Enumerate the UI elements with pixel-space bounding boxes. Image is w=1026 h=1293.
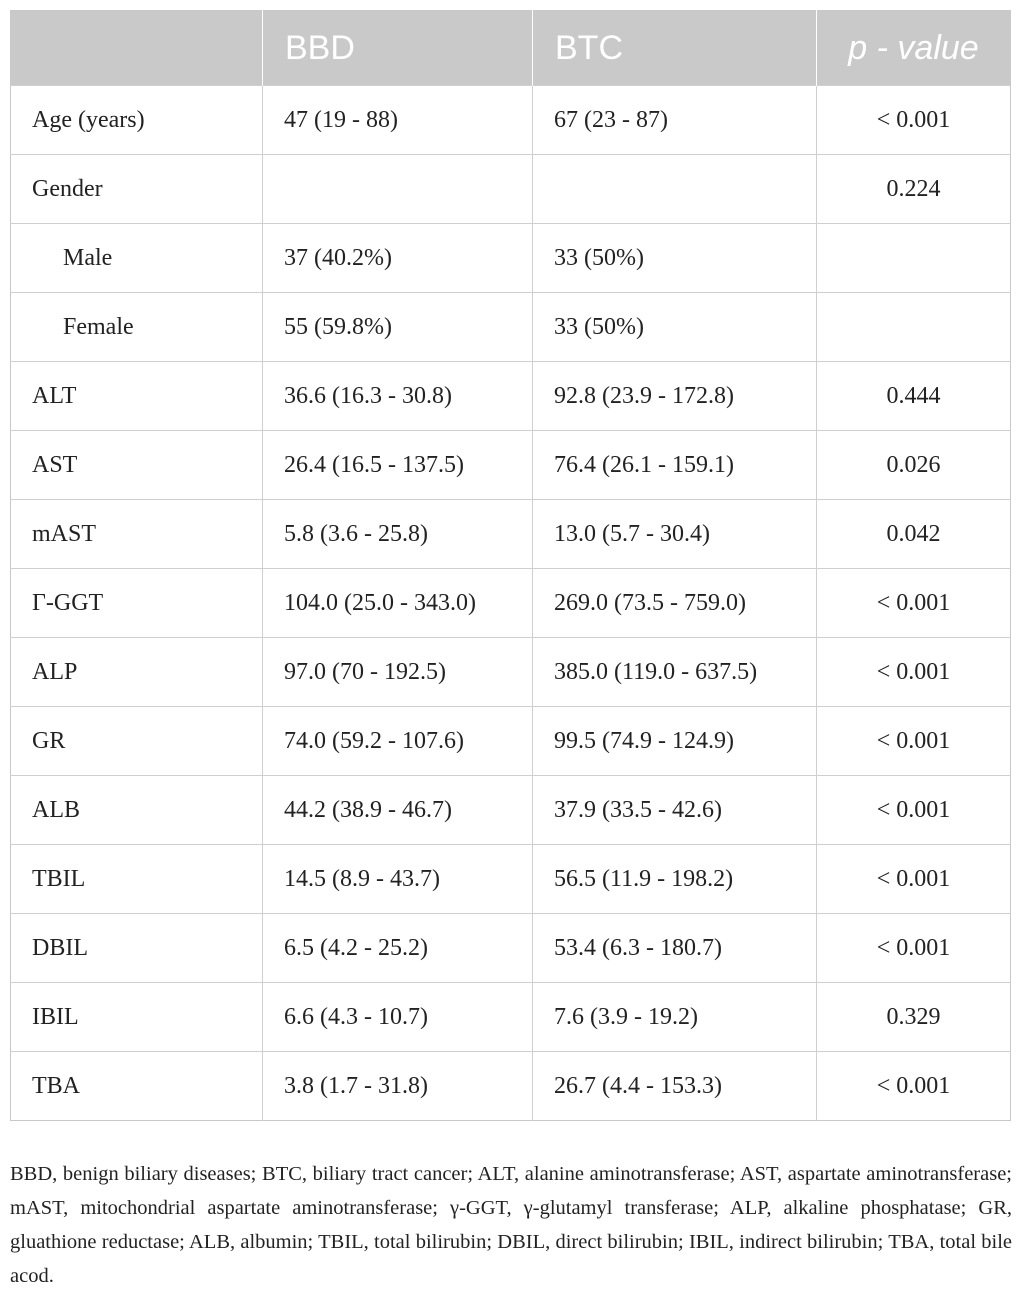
cell-p-value: 0.444 <box>817 362 1011 431</box>
cell-bbd: 36.6 (16.3 - 30.8) <box>263 362 533 431</box>
cell-btc: 33 (50%) <box>533 224 817 293</box>
row-label: GR <box>11 707 263 776</box>
row-label: TBIL <box>11 845 263 914</box>
cell-p-value: 0.329 <box>817 983 1011 1052</box>
table-row <box>11 569 1011 638</box>
row-label: Male <box>11 224 263 293</box>
header-p-value: p - value <box>817 11 1011 86</box>
cell-btc: 53.4 (6.3 - 180.7) <box>533 914 817 983</box>
cell-p-value: < 0.001 <box>817 914 1011 983</box>
row-label: TBA <box>11 1052 263 1121</box>
cell-btc: 99.5 (74.9 - 124.9) <box>533 707 817 776</box>
row-label: mAST <box>11 500 263 569</box>
row-label: DBIL <box>11 914 263 983</box>
table-row <box>11 914 1011 983</box>
cell-btc: 56.5 (11.9 - 198.2) <box>533 845 817 914</box>
cell-p-value: < 0.001 <box>817 707 1011 776</box>
cell-btc: 26.7 (4.4 - 153.3) <box>533 1052 817 1121</box>
table-row <box>11 638 1011 707</box>
row-label: ALB <box>11 776 263 845</box>
cell-bbd: 44.2 (38.9 - 46.7) <box>263 776 533 845</box>
row-label: Γ-GGT <box>11 569 263 638</box>
table-row <box>11 362 1011 431</box>
row-label: IBIL <box>11 983 263 1052</box>
row-label: Gender <box>11 155 263 224</box>
cell-bbd: 55 (59.8%) <box>263 293 533 362</box>
cell-p-value: < 0.001 <box>817 86 1011 155</box>
cell-p-value: < 0.001 <box>817 776 1011 845</box>
table-row <box>11 155 1011 224</box>
cell-btc: 7.6 (3.9 - 19.2) <box>533 983 817 1052</box>
header-bbd: BBD <box>263 11 533 86</box>
table-row <box>11 707 1011 776</box>
row-label: ALP <box>11 638 263 707</box>
cell-p-value: 0.042 <box>817 500 1011 569</box>
row-label: Female <box>11 293 263 362</box>
table-row <box>11 224 1011 293</box>
cell-bbd: 3.8 (1.7 - 31.8) <box>263 1052 533 1121</box>
table-row <box>11 86 1011 155</box>
row-label: Age (years) <box>11 86 263 155</box>
header-btc: BTC <box>533 11 817 86</box>
cell-p-value: < 0.001 <box>817 1052 1011 1121</box>
row-label: AST <box>11 431 263 500</box>
cell-bbd: 97.0 (70 - 192.5) <box>263 638 533 707</box>
cell-p-value: 0.224 <box>817 155 1011 224</box>
cell-bbd: 74.0 (59.2 - 107.6) <box>263 707 533 776</box>
cell-bbd: 6.6 (4.3 - 10.7) <box>263 983 533 1052</box>
table-row <box>11 983 1011 1052</box>
table-row <box>11 500 1011 569</box>
table-header-row <box>11 11 1011 86</box>
cell-btc: 13.0 (5.7 - 30.4) <box>533 500 817 569</box>
table-body <box>11 86 1011 1121</box>
table-row <box>11 776 1011 845</box>
row-label: ALT <box>11 362 263 431</box>
cell-bbd: 14.5 (8.9 - 43.7) <box>263 845 533 914</box>
cell-btc: 92.8 (23.9 - 172.8) <box>533 362 817 431</box>
cell-btc: 385.0 (119.0 - 637.5) <box>533 638 817 707</box>
cell-bbd: 26.4 (16.5 - 137.5) <box>263 431 533 500</box>
cell-btc: 33 (50%) <box>533 293 817 362</box>
cell-bbd: 37 (40.2%) <box>263 224 533 293</box>
table-row <box>11 431 1011 500</box>
table-row <box>11 1052 1011 1121</box>
cell-p-value <box>817 293 1011 362</box>
cell-btc: 76.4 (26.1 - 159.1) <box>533 431 817 500</box>
cell-bbd <box>263 155 533 224</box>
cell-p-value <box>817 224 1011 293</box>
table-row <box>11 293 1011 362</box>
cell-p-value: < 0.001 <box>817 845 1011 914</box>
header-label <box>11 11 263 86</box>
cell-bbd: 6.5 (4.2 - 25.2) <box>263 914 533 983</box>
cell-p-value: < 0.001 <box>817 569 1011 638</box>
cell-p-value: 0.026 <box>817 431 1011 500</box>
cell-btc: 67 (23 - 87) <box>533 86 817 155</box>
cell-p-value: < 0.001 <box>817 638 1011 707</box>
cell-bbd: 47 (19 - 88) <box>263 86 533 155</box>
cell-bbd: 5.8 (3.6 - 25.8) <box>263 500 533 569</box>
cell-btc: 37.9 (33.5 - 42.6) <box>533 776 817 845</box>
table-row <box>11 845 1011 914</box>
data-table-container <box>10 10 1010 1121</box>
table-footnote: BBD, benign biliary diseases; BTC, biliary tract cancer; ALT, alanine aminotransferase; AST, aspartate aminotransferase; mAST, mitochondrial aspartate aminotransferase; γ-GGT, γ-glutamyl transferase; ALP, alkaline phosphatase; GR, gluathione reductase; ALB, albumin; TBIL, total bilirubin; DBIL, direct bilirubin; IBIL, indirect bilirubin; TBA, total bile acod. <box>10 1162 1012 1287</box>
lab-values-table <box>10 10 1011 1121</box>
cell-btc <box>533 155 817 224</box>
cell-bbd: 104.0 (25.0 - 343.0) <box>263 569 533 638</box>
cell-btc: 269.0 (73.5 - 759.0) <box>533 569 817 638</box>
